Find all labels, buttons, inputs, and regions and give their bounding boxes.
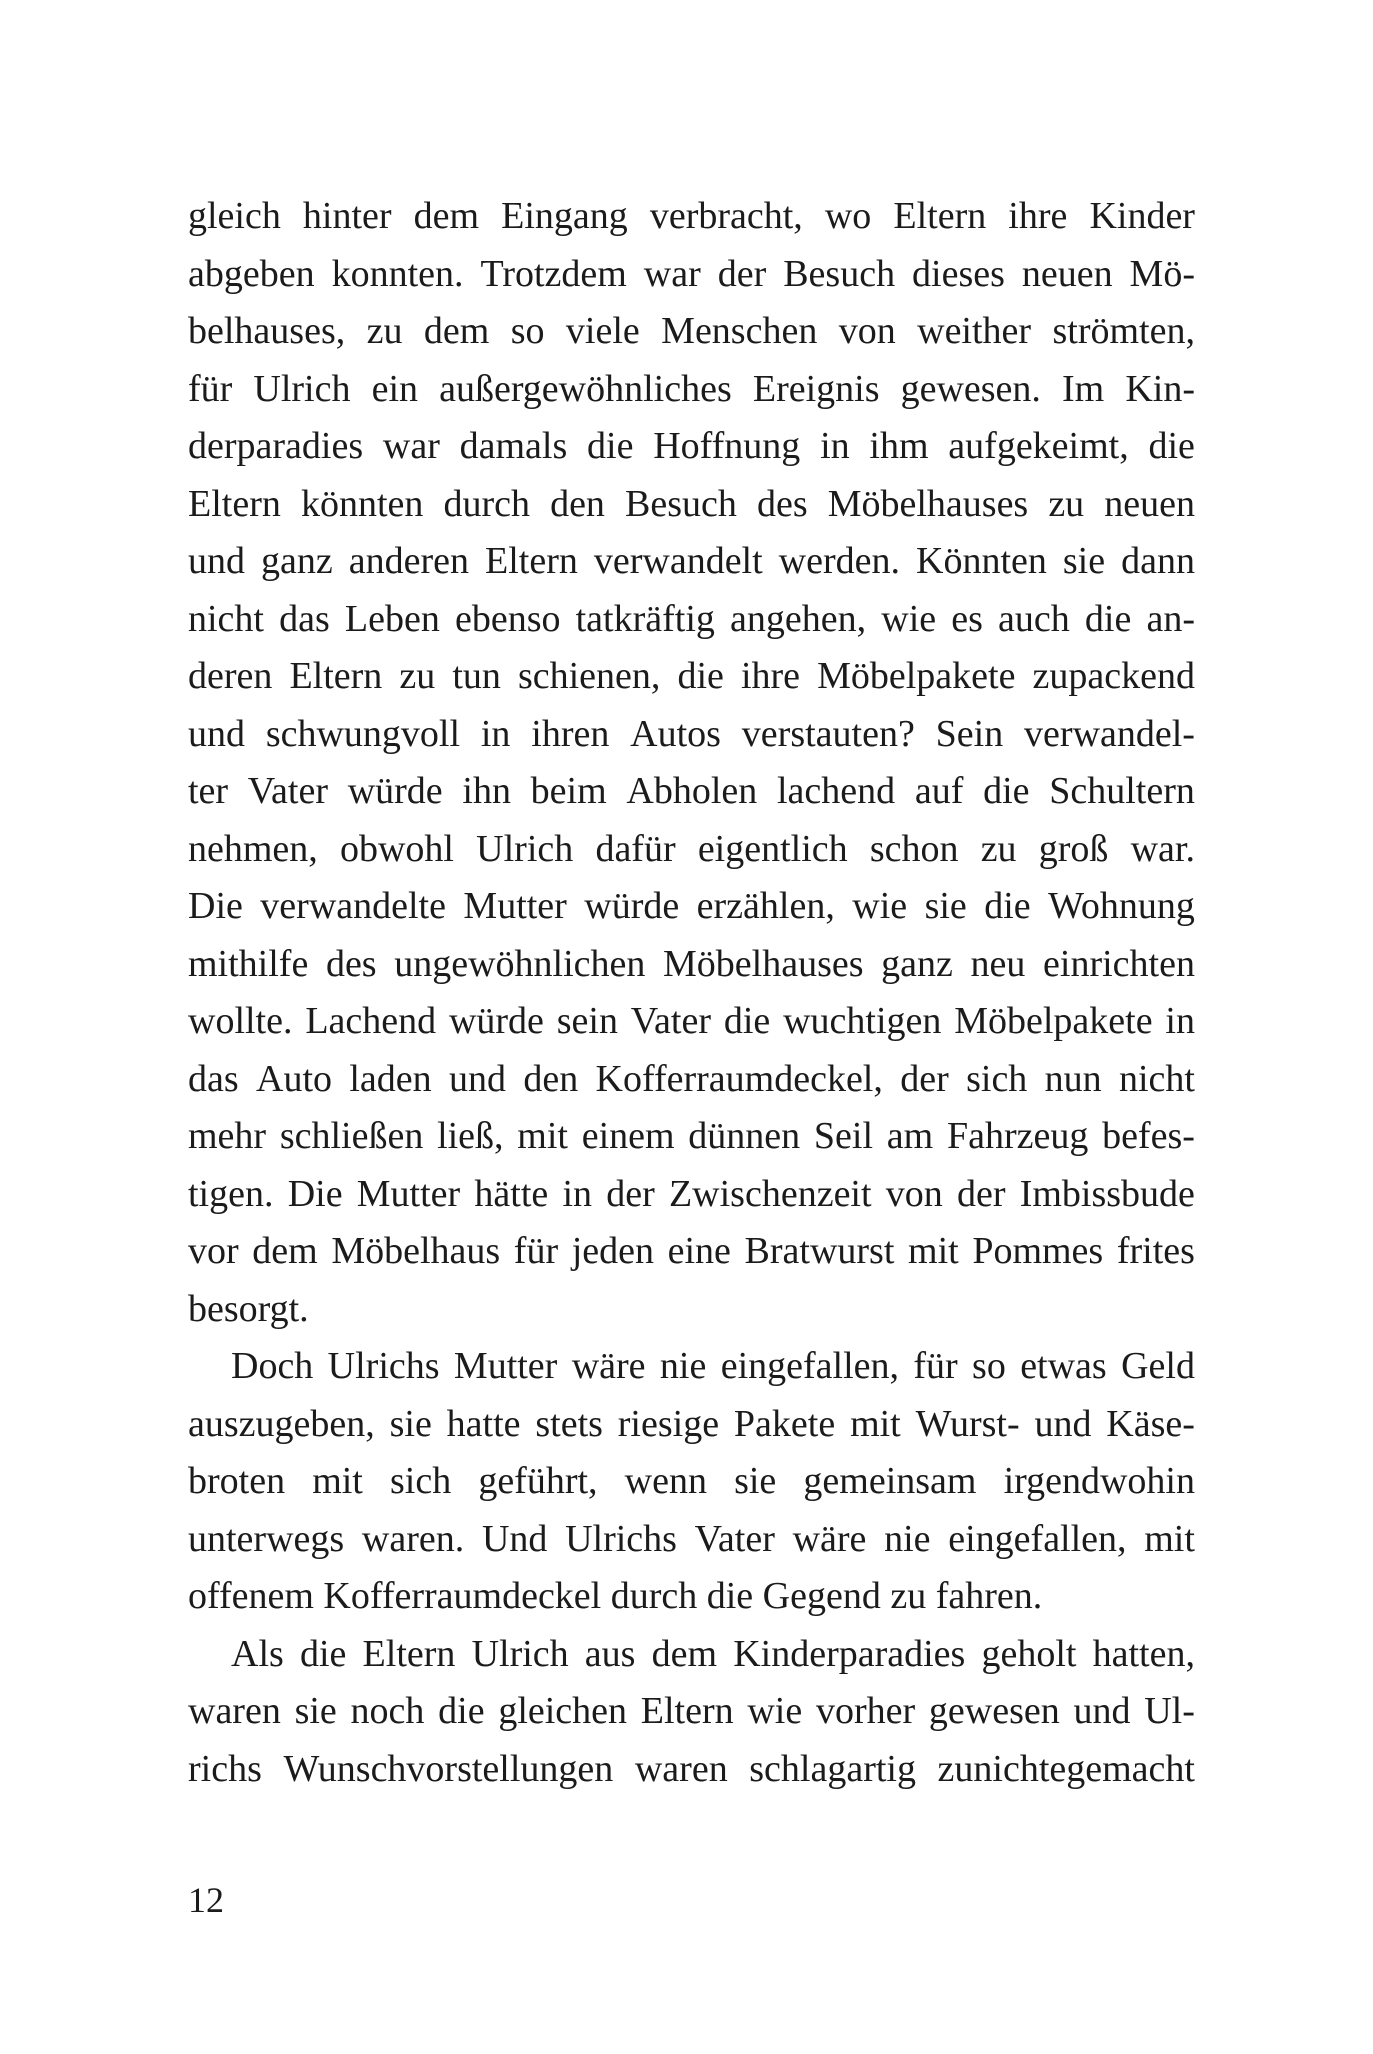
word: sie [389, 1402, 432, 1445]
word: Sein [935, 712, 1004, 755]
word: Vater [630, 1000, 711, 1042]
word: sie [734, 1460, 777, 1502]
word: mit [850, 1402, 901, 1445]
word: dieses [912, 252, 1005, 295]
word: Mö- [1129, 252, 1195, 295]
word: damals [459, 425, 568, 467]
word: anderen [348, 540, 469, 582]
word: zupackend [1032, 655, 1195, 697]
word: eingefallen, [948, 1517, 1127, 1560]
word: hatte [446, 1402, 521, 1445]
word: Vater [247, 770, 328, 812]
text-line [188, 188, 1195, 246]
word: Hoffnung [653, 425, 801, 467]
text-line [188, 361, 1195, 419]
word: zunichtegemacht [937, 1747, 1195, 1790]
word: Autos [630, 712, 721, 755]
word: Kinder [1089, 195, 1195, 237]
word: neuen [1021, 252, 1113, 295]
word: zu [399, 655, 436, 697]
text-line [188, 763, 1195, 821]
word: gleich [188, 195, 281, 237]
word: ließ, [437, 1115, 504, 1157]
word: tatkräftig [575, 597, 715, 640]
page-number: 12 [188, 1880, 224, 1920]
word: schwungvoll [265, 712, 461, 755]
word: würde [347, 770, 443, 812]
word: die [984, 885, 1031, 927]
word: Abholen [626, 770, 758, 812]
word: wie [852, 885, 908, 927]
word: in [820, 425, 850, 467]
word: mit [517, 1115, 568, 1157]
word: hinter [302, 195, 392, 237]
text-line [188, 706, 1195, 764]
word: mit [908, 1230, 959, 1272]
text-line [188, 1051, 1195, 1109]
word: obwohl [339, 827, 454, 870]
word: Eltern [188, 482, 281, 525]
text-line [188, 1223, 1195, 1281]
word: die [438, 1690, 485, 1732]
text-line [188, 1396, 1195, 1454]
word: eine [667, 1230, 731, 1272]
word: ihren [531, 712, 610, 755]
word: deren [188, 655, 273, 697]
word: Wohnung [1048, 885, 1195, 927]
word: Geld [1121, 1345, 1195, 1387]
text-line: offenem Kofferraumdeckel durch die Gegend zu fahren. [188, 1575, 1043, 1617]
word: und [188, 540, 245, 582]
word: broten [188, 1460, 286, 1502]
word: laden [349, 1057, 432, 1100]
word: lachend [776, 770, 896, 812]
text-line [188, 993, 1195, 1051]
word: mit [312, 1460, 363, 1502]
word: Kinderparadies [733, 1632, 966, 1675]
word: wuchtigen [783, 1000, 942, 1042]
word: waren. [361, 1517, 465, 1560]
word: Eltern [362, 1632, 456, 1675]
word: eingefallen, [720, 1345, 899, 1387]
word: ihre [1008, 195, 1068, 237]
word: der [900, 1057, 949, 1100]
word: verwandel- [1024, 712, 1195, 755]
word: nie [659, 1345, 707, 1387]
word: richs [188, 1747, 262, 1790]
text-line [188, 1683, 1195, 1741]
word: riesige [617, 1402, 720, 1445]
word: auch [998, 597, 1070, 640]
word: gemeinsam [803, 1460, 977, 1502]
word: Lachend [305, 1000, 437, 1042]
word: mithilfe [188, 942, 309, 985]
word: es [951, 597, 983, 640]
word: Doch [231, 1345, 314, 1387]
word: auf [914, 770, 964, 812]
word: weither [917, 310, 1032, 352]
word: zu [1048, 482, 1085, 525]
word: Im [1062, 367, 1105, 410]
word: verstauten? [741, 712, 915, 755]
word: nie [884, 1517, 931, 1560]
word: frites [1116, 1230, 1195, 1272]
word: schon [869, 827, 959, 870]
word: nicht [188, 597, 264, 640]
word: Schultern [1049, 770, 1195, 812]
word: die [299, 1632, 347, 1675]
word: war [643, 252, 701, 295]
word: Möbelhauses [827, 482, 1029, 525]
word: derparadies [188, 425, 364, 467]
word: an- [1146, 597, 1195, 640]
word: Wurst- [915, 1402, 1020, 1445]
word: würde [584, 885, 680, 927]
word: verwandelt [593, 540, 763, 582]
word: die [723, 1000, 771, 1042]
word: noch [350, 1690, 425, 1732]
word: wie [881, 597, 937, 640]
word: jeden [571, 1230, 655, 1272]
word: dann [1121, 540, 1195, 582]
word: Und [481, 1517, 548, 1560]
word: Ulrichs [565, 1517, 677, 1560]
word: wenn [624, 1460, 707, 1502]
word: befes- [1102, 1115, 1195, 1157]
word: ihre [740, 655, 801, 697]
text-line [188, 533, 1195, 591]
word: zu [980, 827, 1017, 870]
word: beim [530, 770, 607, 812]
word: ebenso [454, 597, 561, 640]
word: ihn [462, 770, 511, 812]
word: Fahrzeug [946, 1115, 1089, 1157]
word: konnten. [331, 252, 464, 295]
word: neuen [1104, 482, 1195, 525]
word: waren [188, 1690, 281, 1732]
word: tigen. [188, 1172, 274, 1215]
word: sein [556, 1000, 618, 1042]
word: Seil [813, 1115, 874, 1157]
text-line [188, 1511, 1195, 1569]
body-text [188, 188, 1195, 1798]
word: nun [1044, 1057, 1102, 1100]
word: belhauses, [188, 310, 346, 352]
text-line [188, 648, 1195, 706]
word: das [279, 597, 330, 640]
word: Pakete [733, 1402, 836, 1445]
word: Möbelhauses [663, 942, 864, 985]
text-line [188, 591, 1195, 649]
word: Möbelpakete [954, 1000, 1153, 1042]
word: geholt [981, 1632, 1077, 1675]
word: Pommes [972, 1230, 1104, 1272]
word: mit [1144, 1517, 1195, 1560]
word: von [885, 1172, 943, 1215]
word: ungewöhnlichen [394, 942, 646, 985]
word: Eltern [485, 540, 578, 582]
word: die [587, 425, 634, 467]
word: des [756, 482, 808, 525]
word: des [325, 942, 377, 985]
text-line [188, 1626, 1195, 1684]
word: Mutter [453, 1345, 558, 1387]
text-line [188, 1166, 1195, 1224]
word: nicht [1119, 1057, 1195, 1100]
word: aufgekeimt, [948, 425, 1129, 467]
word: ganz [881, 942, 953, 985]
word: Möbelhaus [331, 1230, 501, 1272]
word: mehr [188, 1115, 267, 1157]
word: Trotzdem [480, 252, 627, 295]
word: dem [413, 195, 480, 237]
text-line [188, 418, 1195, 476]
text-line [188, 936, 1195, 994]
text-line [188, 1741, 1195, 1799]
word: Die [287, 1172, 343, 1215]
text-line [188, 878, 1195, 936]
word: wo [824, 195, 872, 237]
word: schließen [279, 1115, 424, 1157]
word: waren [634, 1747, 728, 1790]
word: wie [747, 1690, 803, 1732]
word: war [382, 425, 440, 467]
word: den [523, 1057, 579, 1100]
word: angehen, [730, 597, 867, 640]
text-line [188, 821, 1195, 879]
word: werden. [778, 540, 901, 582]
word: sie [1062, 540, 1106, 582]
word: stets [535, 1402, 603, 1445]
word: strömten, [1052, 310, 1195, 352]
word: sie [924, 885, 967, 927]
word: Mutter [463, 885, 567, 927]
word: Die [188, 885, 243, 927]
word: gleichen [498, 1690, 628, 1732]
word: ganz [261, 540, 333, 582]
word: Ulrich [476, 827, 574, 870]
word: irgendwohin [1003, 1460, 1195, 1502]
word: aus [584, 1632, 636, 1675]
word: Eltern [893, 195, 987, 237]
word: Eltern [640, 1690, 734, 1732]
word: so [972, 1345, 1006, 1387]
word: Imbissbude [1019, 1172, 1195, 1215]
word: einem [581, 1115, 675, 1157]
word: wollte. [188, 1000, 293, 1042]
text-line [188, 1453, 1195, 1511]
word: groß [1038, 827, 1109, 870]
word: die [677, 655, 724, 697]
word: und [448, 1057, 506, 1100]
word: Besuch [783, 252, 896, 295]
word: verbracht, [649, 195, 803, 237]
text-line [188, 476, 1195, 534]
word: die [1148, 425, 1195, 467]
word: dafür [595, 827, 676, 870]
word: dem [423, 310, 490, 352]
word: hätte [474, 1172, 549, 1215]
word: würde [448, 1000, 544, 1042]
word: Mutter [356, 1172, 461, 1215]
word: so [510, 310, 545, 352]
word: Als [231, 1632, 284, 1675]
text-line [188, 1338, 1195, 1396]
word: unterwegs [188, 1517, 345, 1560]
word: Möbelpakete [817, 655, 1016, 697]
word: wäre [571, 1345, 646, 1387]
word: Zwischenzeit [668, 1172, 872, 1215]
word: in [1165, 1000, 1195, 1042]
word: außergewöhnliches [439, 367, 732, 410]
word: könnten [300, 482, 424, 525]
text-line [188, 246, 1195, 304]
word: Ulrichs [327, 1345, 440, 1387]
word: etwas [1020, 1345, 1107, 1387]
word: Kofferraumdeckel, [595, 1057, 883, 1100]
word: Vater [694, 1517, 775, 1560]
word: die [1084, 597, 1132, 640]
word: den [550, 482, 605, 525]
word: zu [366, 310, 403, 352]
word: neu [970, 942, 1026, 985]
word: und [1034, 1402, 1092, 1445]
word: vorher [815, 1690, 916, 1732]
word: das [188, 1057, 239, 1100]
word: Ereignis [752, 367, 880, 410]
word: einrichten [1043, 942, 1195, 985]
word: von [838, 310, 896, 352]
word: gewesen. [900, 367, 1041, 410]
word: in [562, 1172, 593, 1215]
word: gewesen [928, 1690, 1060, 1732]
word: Könnten [916, 540, 1047, 582]
word: ihm [869, 425, 929, 467]
word: erzählen, [696, 885, 835, 927]
word: der [956, 1172, 1006, 1215]
word: in [480, 712, 511, 755]
word: für [513, 1230, 559, 1272]
word: ein [371, 367, 419, 410]
word: nehmen, [188, 827, 318, 870]
word: Ul- [1144, 1690, 1195, 1732]
word: abgeben [188, 252, 315, 295]
word: war. [1130, 827, 1195, 870]
word: dünnen [688, 1115, 801, 1157]
word: die [983, 770, 1030, 812]
word: Ulrich [253, 367, 351, 410]
word: ter [188, 770, 229, 812]
word: und [188, 712, 245, 755]
word: eigentlich [697, 827, 848, 870]
word: tun [452, 655, 501, 697]
word: für [913, 1345, 958, 1387]
word: dem [252, 1230, 318, 1272]
word: Bratwurst [744, 1230, 895, 1272]
word: vor [188, 1230, 239, 1272]
word: Käse- [1106, 1402, 1195, 1445]
word: sich [389, 1460, 452, 1502]
word: Auto [256, 1057, 332, 1100]
word: geführt, [478, 1460, 598, 1502]
word: viele [565, 310, 640, 352]
word: Eingang [501, 195, 628, 237]
word: der [717, 252, 767, 295]
word: auszugeben, [188, 1402, 375, 1445]
word: sich [966, 1057, 1028, 1100]
word: hatten, [1092, 1632, 1195, 1675]
word: durch [443, 482, 530, 525]
word: verwandelte [260, 885, 446, 927]
word: wäre [792, 1517, 867, 1560]
text-line: besorgt. [188, 1287, 309, 1330]
word: Ulrich [471, 1632, 569, 1675]
word: sie [294, 1690, 337, 1732]
word: Menschen [661, 310, 818, 352]
word: und [1073, 1690, 1131, 1732]
word: Kin- [1125, 367, 1195, 410]
word: der [606, 1172, 655, 1215]
text-line [188, 1108, 1195, 1166]
word: Eltern [289, 655, 383, 697]
word: Wunschvorstellungen [283, 1747, 614, 1790]
word: schienen, [517, 655, 661, 697]
word: am [886, 1115, 934, 1157]
word: Leben [344, 597, 440, 640]
text-line [188, 303, 1195, 361]
word: dem [651, 1632, 718, 1675]
word: Besuch [625, 482, 737, 525]
word: für [188, 367, 233, 410]
word: schlagartig [749, 1747, 916, 1790]
